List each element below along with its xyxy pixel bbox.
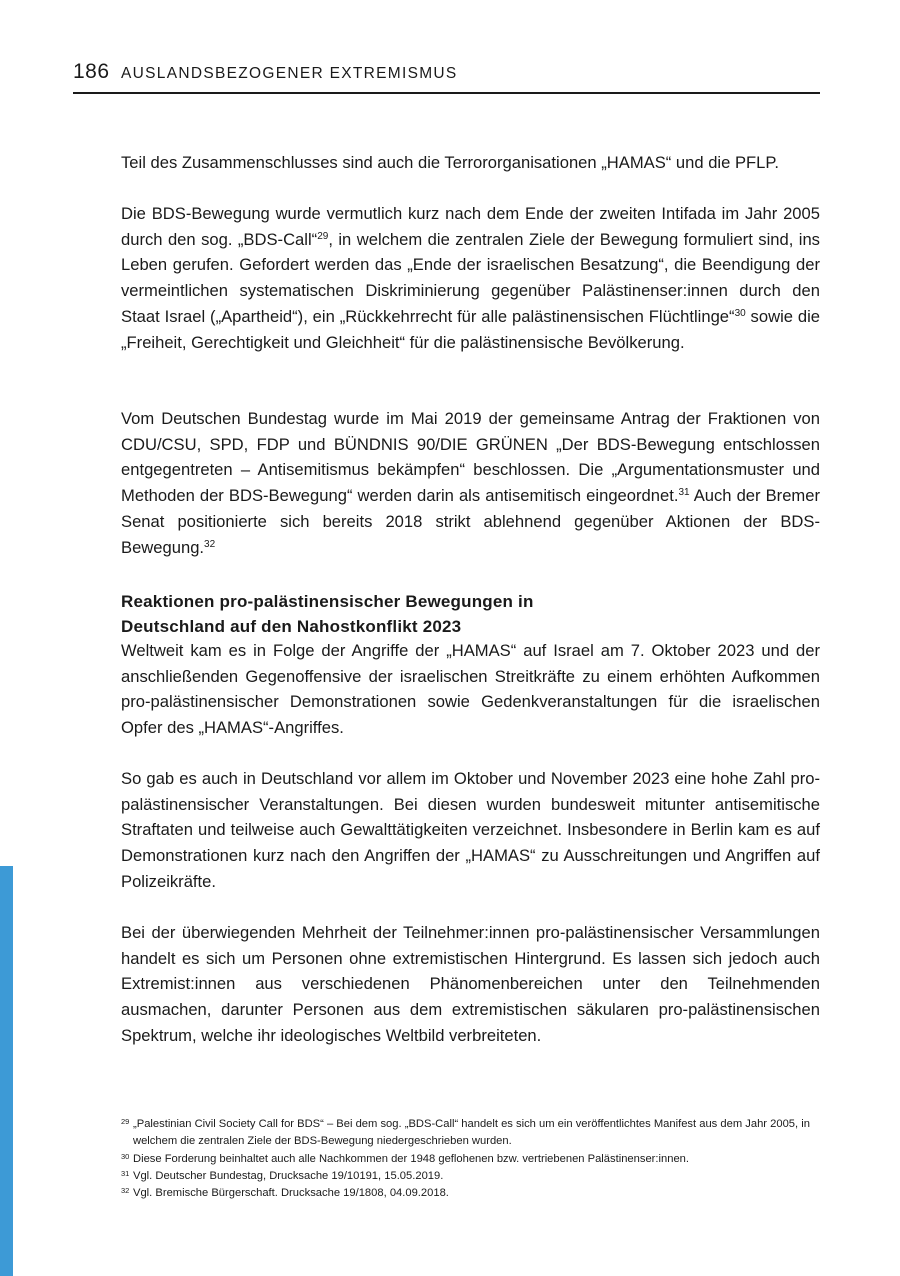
page-header [73,58,820,94]
footnote-30 [121,1151,820,1168]
footnote-ref-29[interactable]: 29 [317,230,329,242]
footnote-31 [121,1168,820,1185]
paragraph-1 [121,150,820,176]
paragraph-6 [121,920,820,1049]
paragraph-5 [121,766,820,895]
paragraph-2-text-a: Die BDS-Bewegung wurde vermutlich kurz nach dem Ende der zweiten Intifada im Jahr 2005 durch den sog. „BDS-Call“ [121,204,820,249]
paragraph-3 [121,406,820,560]
paragraph-5-text: So gab es auch in Deutschland vor allem im Oktober und November 2023 eine hohe Zahl pro-palästinensischer Veranstaltungen. Bei diesen wurden bundesweit mitunter antisemitische Straftaten und teilweise auch Gewalttätigkeiten verzeichnet. Insbesondere in Berlin kam es auf Demonstrationen kurz nach den Angriffen der „HAMAS“ zu Ausschreitungen und Angriffen auf Polizeikräfte. [121,769,820,891]
page-number: 186 [73,60,110,83]
footnote-number: 29 [121,1117,130,1126]
footnote-text: Vgl. Bremische Bürgerschaft. Drucksache 19/1808, 04.09.2018. [133,1187,449,1200]
footnote-number: 32 [121,1186,130,1196]
paragraph-4 [121,638,820,741]
footnote-ref-30[interactable]: 30 [734,307,746,319]
side-accent-bar [0,866,13,1276]
paragraph-2-text-c: sowie die „Freiheit, Gerechtigkeit und Gleichheit“ für die palästinensische Bevölkerung. [121,306,820,352]
footnote-text: Diese Forderung beinhaltet auch alle Nachkommen der 1948 geflohenen bzw. vertriebenen Palästinenser:innen. [133,1152,689,1165]
paragraph-3-text-b: Auch der Bremer Senat positionierte sich bereits 2018 strikt ablehnend gegenüber Aktionen der BDS-Bewegung. [121,486,820,557]
paragraph-2-text-b: , in welchem die zentralen Ziele der Bewegung formuliert sind, ins Leben gerufen. Gefordert werden das „Ende der israelischen Besatzung“, die Beendigung der vermeintlichen systematischen Diskriminierung gegenüber Palästinenser:innen durch den Staat Israel („Apartheid“), ein „Rückkehrrecht für alle palästinensischen Flüchtlinge“ [121,229,820,326]
paragraph-6-text: Bei der überwiegenden Mehrheit der Teilnehmer:innen pro-palästinensischer Versammlungen handelt es sich um Personen ohne extremistischen Hintergrund. Es lassen sich jedoch auch Extremist:innen aus verschiedenen Phänomenbereichen unter den Teilnehmenden ausmachen, darunter Personen aus dem extremistischen säkularen pro-palästinensischen Spektrum, welche ihr ideologisches Weltbild verbreiteten. [121,923,820,1045]
footnotes [121,1116,820,1202]
footnote-text: Vgl. Deutscher Bundestag, Drucksache 19/10191, 15.05.2019. [133,1169,444,1182]
footnote-ref-32[interactable]: 32 [204,538,216,550]
section-heading-line-1: Reaktionen pro-palästinensischer Bewegungen in [121,592,534,611]
paragraph-2 [121,201,820,355]
footnote-number: 31 [121,1168,130,1178]
footnote-29 [121,1116,820,1151]
section-heading-line-2: Deutschland auf den Nahostkonflikt 2023 [121,617,462,636]
running-title: AUSLANDSBEZOGENER EXTREMISMUS [121,65,458,82]
section-heading [121,589,820,639]
footnote-ref-31[interactable]: 31 [678,487,690,499]
paragraph-1-text: Teil des Zusammenschlusses sind auch die Terrororganisationen „HAMAS“ und die PFLP. [121,153,779,172]
paragraph-3-text-a: Vom Deutschen Bundestag wurde im Mai 2019 der gemeinsame Antrag der Fraktionen von CDU/CSU, SPD, FDP und BÜNDNIS 90/DIE GRÜNEN „Der BDS-Bewegung entschlossen entgegentreten – Antisemitismus bekämpfen“ beschlossen. Die „Argumentationsmuster und Methoden der BDS-Bewegung“ werden darin als antisemitisch eingeordnet. [121,409,820,506]
footnote-number: 30 [121,1151,130,1161]
footnote-text: „Palestinian Civil Society Call for BDS“ – Bei dem sog. „BDS-Call“ handelt es sich um ein veröffentlichtes Manifest aus dem Jahr 2005, in welchem die zentralen Ziele der BDS-Bewegung niedergeschrieben wurden. [133,1118,810,1148]
paragraph-4-text: Weltweit kam es in Folge der Angriffe der „HAMAS“ auf Israel am 7. Oktober 2023 und der anschließenden Gegenoffensive der israelischen Streitkräfte zu einem erhöhten Aufkommen pro-palästinensischer Demonstrationen sowie Gedenkveranstaltungen für die israelischen Opfer des „HAMAS“-Angriffes. [121,641,820,738]
footnote-32 [121,1185,820,1202]
